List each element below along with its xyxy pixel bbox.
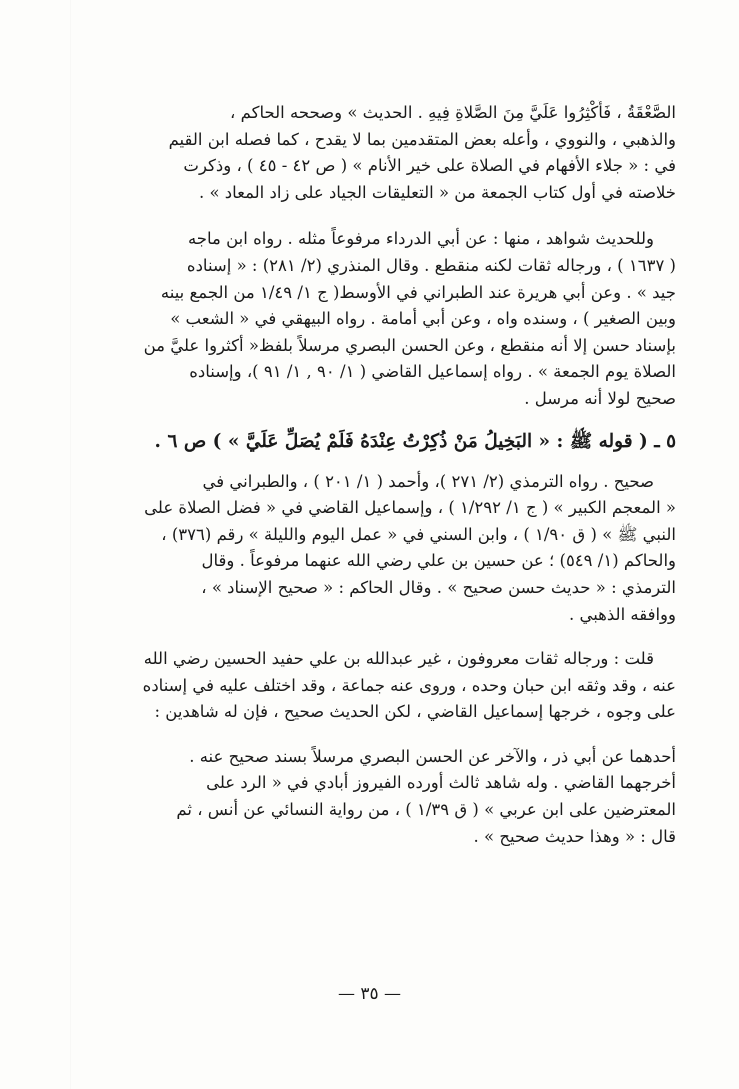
text-line: قلت : ورجاله ثقات معروفون ، غير عبدالله بن علي حفيد الحسين رضي الله <box>143 649 654 669</box>
text-line: والحاكم (١/ ٥٤٩) ؛ عن حسين بن علي رضي الله عنهما مرفوعاً . وقال <box>201 551 676 571</box>
text-line: الصَّعْقَةُ ، فَأَكْثِرُوا عَلَيَّ مِنَ الصَّلاةِ فِيهِ . الحديث » وصححه الحاكم ، <box>230 103 676 122</box>
text-line: على وجوه ، خرجها إسماعيل القاضي ، لكن الحديث صحيح ، فإن له شاهدين : <box>154 702 676 722</box>
text-line: ووافقه الذهبي . <box>568 604 676 624</box>
text-line: خلاصته في أول كتاب الجمعة من « التعليقات الجياد على زاد المعاد » . <box>198 182 676 202</box>
text-line: والذهبي ، والنووي ، وأعله بعض المتقدمين بما لا يقدح ، كما فصله ابن القيم <box>168 129 676 149</box>
text-line: أخرجهما القاضي . وله شاهد ثالث أورده الفيروز أبادي في « الرد على <box>206 773 676 793</box>
text-line: ( ١٦٣٧ ) ، ورجاله ثقات لكنه منقطع . وقال المنذري (٢/ ٢٨١) : « إسناده <box>186 255 676 275</box>
paragraph-shawahid <box>106 226 676 412</box>
section-heading-5: ٥ ـ ( قوله ﷺ : « البَخِيلُ مَنْ ذُكِرْتُ عِنْدَهُ فَلَمْ يُصَلِّ عَلَيَّ » ) ص ٦ . <box>154 430 676 452</box>
page-body <box>106 100 676 850</box>
text-line: « المعجم الكبير » ( ج ١/ ١/٢٩٢ ) ، وإسماعيل القاضي في « فضل الصلاة على <box>144 498 676 518</box>
text-line: وللحديث شواهد ، منها : عن أبي الدرداء مرفوعاً مثله . رواه ابن ماجه <box>187 229 654 249</box>
paragraph-qultu <box>106 646 676 726</box>
text-line: عنه ، وقد وثقه ابن حبان وحده ، وروى عنه جماعة ، وقد اختلف عليه في إسناده <box>142 675 676 695</box>
paragraph-takhrij <box>106 469 676 629</box>
text-line: بإسناد حسن إلا أنه منقطع ، وعن الحسن البصري مرسلاً بلفظ« أكثروا عليَّ من <box>143 335 676 355</box>
page-number: — ٣٥ — <box>337 984 402 1004</box>
text-line: وبين الصغير ) ، وسنده واه ، وعن أبي أمامة . رواه البيهقي في « الشعب » <box>170 309 676 329</box>
text-line: صحيح لولا أنه مرسل . <box>524 388 676 408</box>
text-line: المعترضين على ابن عربي » ( ق ١/٣٩ ) ، من رواية النسائي عن أنس ، ثم <box>176 800 676 820</box>
text-line: النبي ﷺ » ( ق ١/٩٠ ) ، وابن السني في « عمل اليوم والليلة » رقم (٣٧٦) ، <box>161 524 676 544</box>
text-line: جيد » . وعن أبي هريرة عند الطبراني في الأوسط( ج ١/ ١/٤٩ من الجمع بينه <box>160 282 676 302</box>
text-line: قال : « وهذا حديث صحيح » . <box>473 826 676 846</box>
page-edge-shadow <box>70 0 71 1089</box>
text-line: في : « جلاء الأفهام في الصلاة على خير الأنام » ( ص ٤٢ - ٤٥ ) ، وذكرت <box>183 156 676 176</box>
text-line: صحيح . رواه الترمذي (٢/ ٢٧١ )، وأحمد ( ١/ ٢٠١ ) ، والطبراني في <box>202 471 654 491</box>
paragraph-hadith-continuation <box>106 100 676 206</box>
text-line: الصلاة يوم الجمعة » . رواه إسماعيل القاضي ( ١/ ٩٠ , ١/ ٩١ )، وإسناده <box>189 362 676 382</box>
text-line: الترمذي : « حديث حسن صحيح » . وقال الحاكم : « صحيح الإسناد » ، <box>201 577 676 597</box>
text-line: أحدهما عن أبي ذر ، والآخر عن الحسن البصري مرسلاً بسند صحيح عنه . <box>189 746 676 766</box>
paragraph-shahidan <box>106 744 676 850</box>
